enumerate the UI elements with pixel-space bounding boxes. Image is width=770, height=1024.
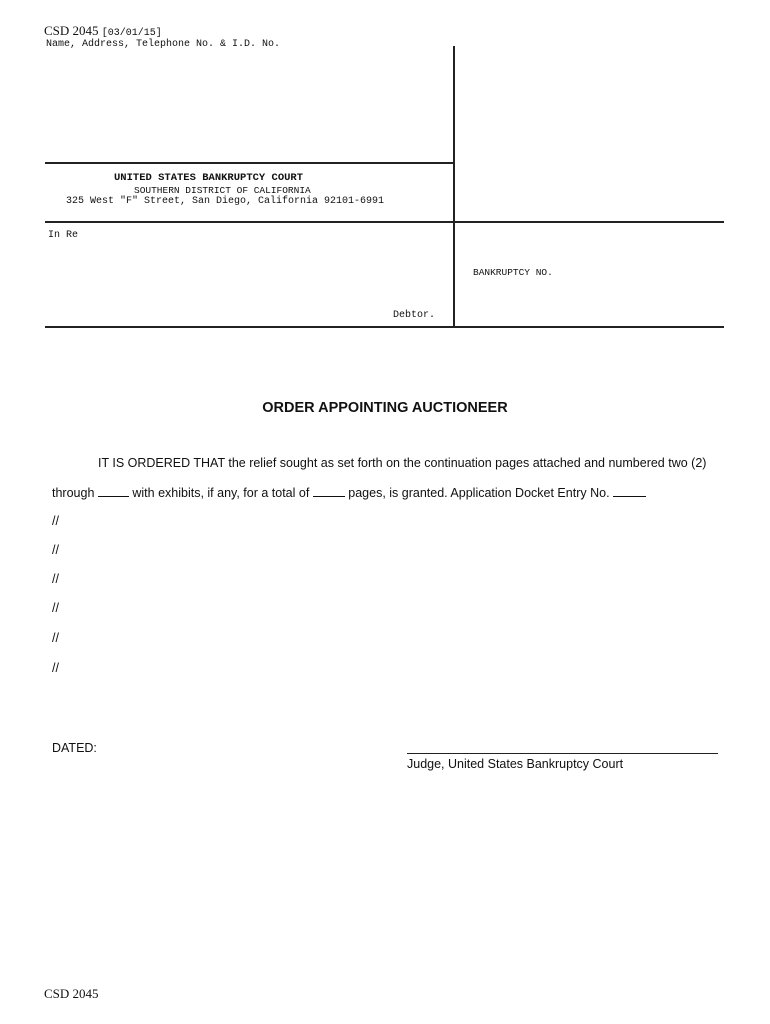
- order-line-2: [52, 486, 646, 500]
- form-date: [03/01/15]: [101, 28, 162, 39]
- continuation-mark: //: [52, 543, 59, 557]
- court-top-rule: [45, 162, 455, 164]
- continuation-mark: //: [52, 601, 59, 615]
- debtor-label: Debtor.: [393, 310, 436, 321]
- bankruptcy-no-label: BANKRUPTCY NO.: [473, 267, 553, 278]
- court-address: 325 West "F" Street, San Diego, California 92101-6991: [66, 196, 385, 207]
- docket-entry-blank: [613, 495, 646, 497]
- pages-granted-text: pages, is granted. Application Docket Entry No.: [348, 486, 610, 500]
- in-re-label: In Re: [48, 230, 79, 241]
- name-address-label: Name, Address, Telephone No. & I.D. No.: [46, 39, 281, 50]
- dated-label: DATED:: [52, 741, 97, 755]
- judge-title: Judge, United States Bankruptcy Court: [407, 757, 624, 771]
- caption-bottom-rule: [45, 326, 724, 328]
- through-blank: [98, 495, 129, 497]
- continuation-mark: //: [52, 514, 59, 528]
- with-exhibits-text: with exhibits, if any, for a total of: [132, 486, 310, 500]
- caption-top-rule: [45, 221, 724, 223]
- court-district: SOUTHERN DISTRICT OF CALIFORNIA: [134, 185, 311, 196]
- judge-signature-line: [407, 753, 718, 754]
- vertical-divider-caption: [453, 222, 455, 327]
- footer-form-code: CSD 2045: [44, 986, 99, 1001]
- vertical-divider-top: [453, 46, 455, 222]
- court-name: UNITED STATES BANKRUPTCY COURT: [114, 172, 304, 184]
- form-code: [44, 23, 162, 39]
- continuation-mark: //: [52, 572, 59, 586]
- total-pages-blank: [313, 495, 345, 497]
- order-line-1: IT IS ORDERED THAT the relief sought as set forth on the continuation pages attached and numbered two (2): [98, 456, 707, 470]
- continuation-mark: //: [52, 661, 59, 675]
- form-code-text: CSD 2045: [44, 23, 99, 38]
- continuation-mark: //: [52, 631, 59, 645]
- order-title: ORDER APPOINTING AUCTIONEER: [262, 400, 508, 416]
- through-text: through: [52, 486, 95, 500]
